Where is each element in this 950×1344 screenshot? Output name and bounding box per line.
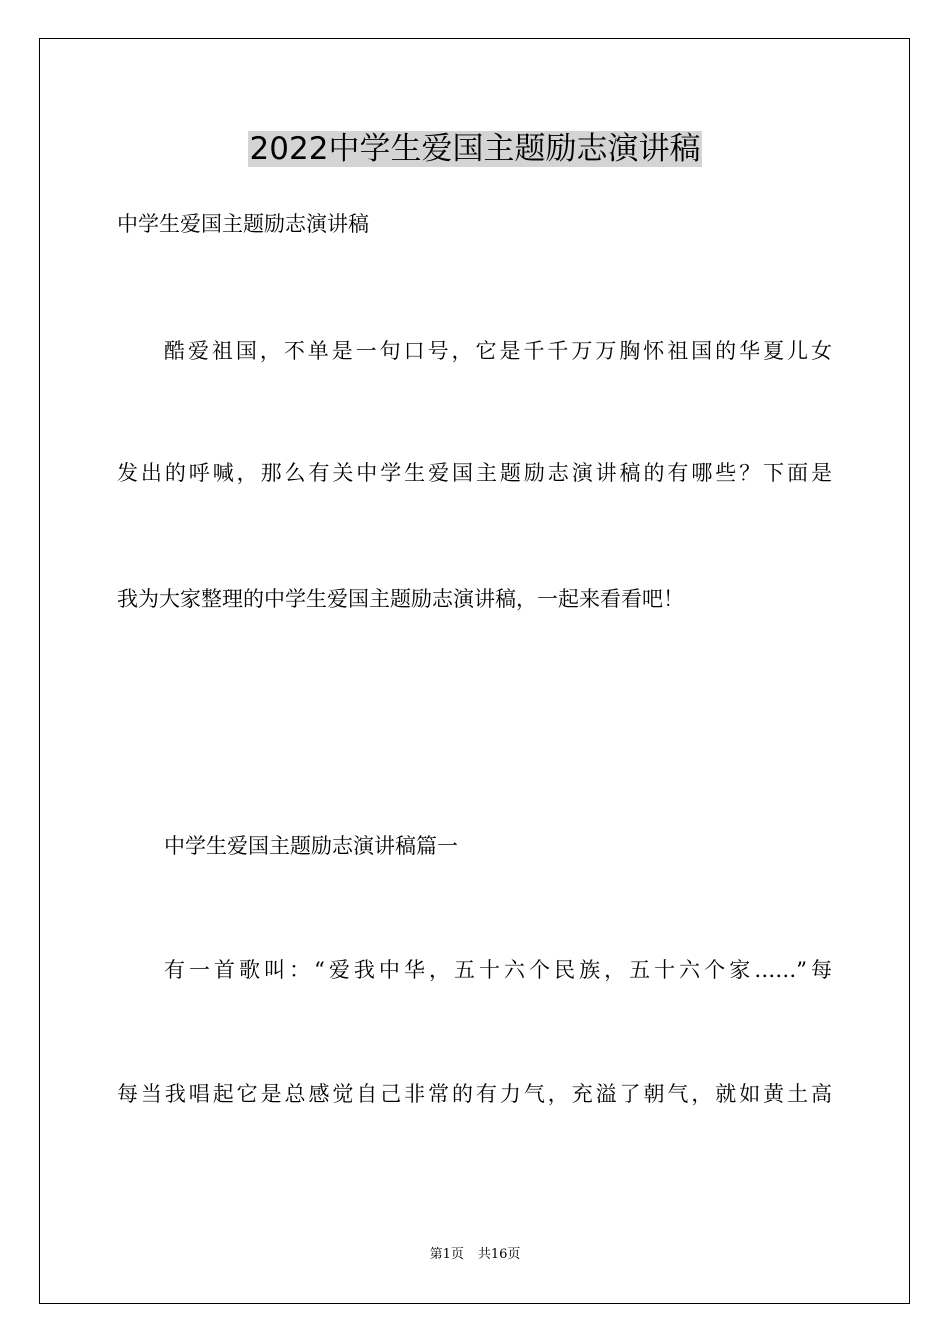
intro-line-2: 发出的呼喊，那么有关中学生爱国主题励志演讲稿的有哪些？下面是: [117, 461, 832, 485]
body-line-1: 有一首歌叫：“爱我中华，五十六个民族，五十六个家……”每: [164, 958, 832, 982]
section-heading: 中学生爱国主题励志演讲稿篇一: [164, 834, 458, 858]
body-line-2: 每当我唱起它是总感觉自己非常的有力气，充溢了朝气，就如黄土高: [117, 1082, 832, 1106]
intro-line-1: 酷爱祖国，不单是一句口号，它是千千万万胸怀祖国的华夏儿女: [164, 339, 832, 363]
page-total: 共16页: [477, 1247, 521, 1262]
page-footer: [0, 1246, 950, 1264]
document-title: [0, 127, 950, 171]
document-title-text: 2022中学生爱国主题励志演讲稿: [249, 131, 701, 167]
intro-line-3: 我为大家整理的中学生爱国主题励志演讲稿，一起来看看吧！: [117, 587, 684, 611]
page-number: 第1页: [429, 1247, 464, 1262]
document-subtitle: 中学生爱国主题励志演讲稿: [117, 212, 369, 236]
